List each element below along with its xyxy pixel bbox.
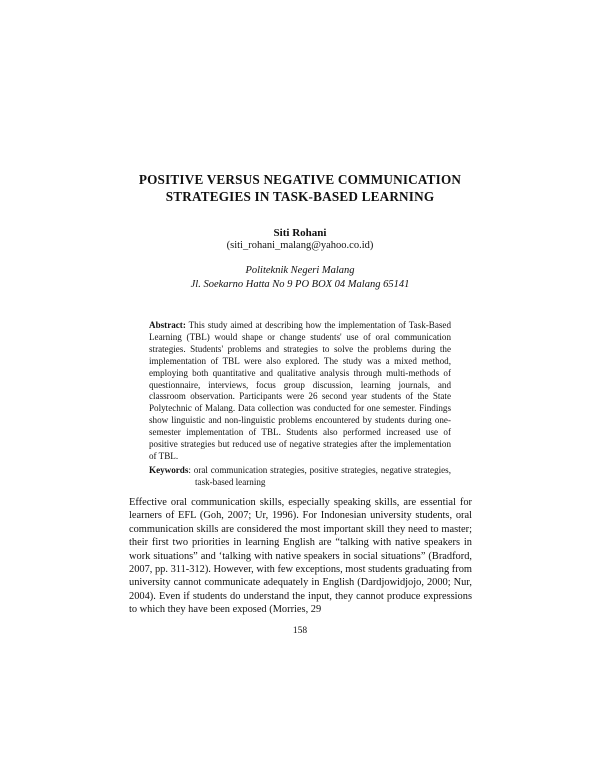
keywords (149, 465, 451, 489)
keywords-text: : oral communication strategies, positive strategies, negative strategies, task-based learning (188, 465, 451, 487)
title-line-2: STRATEGIES IN TASK-BASED LEARNING (165, 189, 435, 204)
paper-title (100, 171, 500, 205)
abstract-label: Abstract: (149, 320, 186, 330)
abstract-text: This study aimed at describing how the implementation of Task-Based Learning (TBL) would shape or change students' use of oral communication strategies. Students' problems and strategies to solve the problems during the implementation of TBL were also explored. The study was a mixed method, employing both quantitative and qualitative analysis through multi-methods of questionnaire, interviews, focus group discussion, learning journals, and classroom observation. Participants were 26 second year students of the State Polytechnic of Malang. Data collection was conducted for one semester. Findings show linguistic and non-linguistic problems encountered by students during one-semester implementation of TBL. Students also performed increased use of positive strategies but reduced use of negative strategies after the implementation of TBL. (149, 320, 451, 461)
author-email: (siti_rohani_malang@yahoo.co.id) (226, 240, 374, 251)
affiliation-address: Jl. Soekarno Hatta No 9 PO BOX 04 Malang 65141 (190, 279, 410, 290)
keywords-label: Keywords (149, 465, 189, 475)
affiliation-institution: Politeknik Negeri Malang (245, 265, 355, 276)
author-name: Siti Rohani (273, 227, 327, 239)
abstract (149, 320, 451, 463)
title-line-1: POSITIVE VERSUS NEGATIVE COMMUNICATION (138, 172, 462, 187)
body-paragraph: Effective oral communication skills, especially speaking skills, are essential for learners of EFL (Goh, 2007; Ur, 1996). For Indonesian university students, oral communication skills are considered the most important skill they need to master; their first two priorities in learning English are “talking with native speakers in work situations” and ‘talking with native speakers in social situations” (Bradford, 2007, pp. 311-312). However, with few exceptions, most students graduating from university cannot communicate adequately in English (Dardjowidjojo, 2000; Nur, 2004). Even if students do understand the input, they cannot produce expressions to which they have been exposed (Morries, 29 (129, 497, 472, 616)
author-affiliation (100, 264, 500, 292)
page-number: 158 (292, 626, 308, 636)
